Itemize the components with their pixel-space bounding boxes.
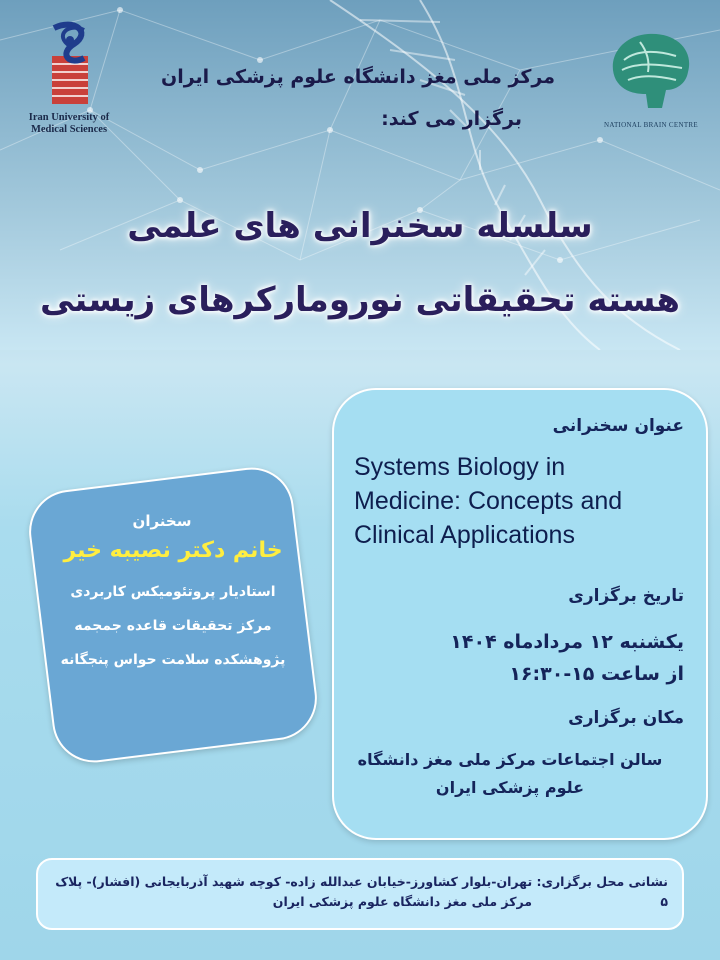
iums-logo [14,18,124,153]
address-footer [36,858,684,930]
address-line2: مرکز ملی مغز دانشگاه علوم پزشکی ایران [272,894,532,909]
nbc-text: NATIONAL BRAIN CENTRE [604,121,698,129]
national-brain-centre-logo [596,20,706,140]
speaker-center: مرکز تحقیقات قاعده جمجمه [74,618,272,634]
address-line1: نشانی محل برگزاری: تهران-بلوار کشاورز-خیابان عبدالله زاده- کوچه شهید آذربایجانی (افشار)- پلاک ۵ [55,874,668,909]
speaker-institute: پژوهشکده سلامت حواس پنجگانه [60,652,286,668]
talk-title [354,450,684,552]
iums-text-line2: Medical Sciences [30,124,108,135]
series-title: سلسله سخنرانی های علمی [127,206,593,246]
brain-icon [596,20,706,118]
venue-label: مکان برگزاری [568,708,684,728]
talk-title-line1: Systems Biology in [354,453,566,481]
speaker-position: استادیار پروتئومیکس کاربردی [70,584,276,600]
venue-line1: سالن اجتماعات مرکز ملی مغز دانشگاه [357,750,663,769]
iums-emblem-icon [14,18,124,110]
date-label: تاریخ برگزاری [568,586,684,606]
talk-title-line2: Medicine: Concepts and [354,487,623,515]
speaker-name: خانم دکتر نصیبه خیر [63,538,283,563]
venue-value [350,746,670,802]
time-value: از ساعت ۱۵-۱۶:۳۰ [509,663,684,685]
talk-title-label: عنوان سخنرانی [552,416,684,436]
series-subtitle: هسته تحقیقاتی نورومارکرهای زیستی [39,280,681,320]
speaker-card [24,463,321,767]
date-value: یکشنبه ۱۲ مردادماه ۱۴۰۴ [450,631,684,653]
date-time [384,626,684,690]
venue-line2: علوم پزشکی ایران [435,778,585,797]
organizer-hosts-line: برگزار می کند: [381,108,522,130]
speaker-label: سخنران [132,512,192,530]
organizer-line: مرکز ملی مغز دانشگاه علوم پزشکی ایران [161,66,555,88]
talk-info-card [332,388,708,840]
talk-title-line3: Clinical Applications [354,521,575,549]
iums-text-line1: Iran University of [28,112,110,123]
